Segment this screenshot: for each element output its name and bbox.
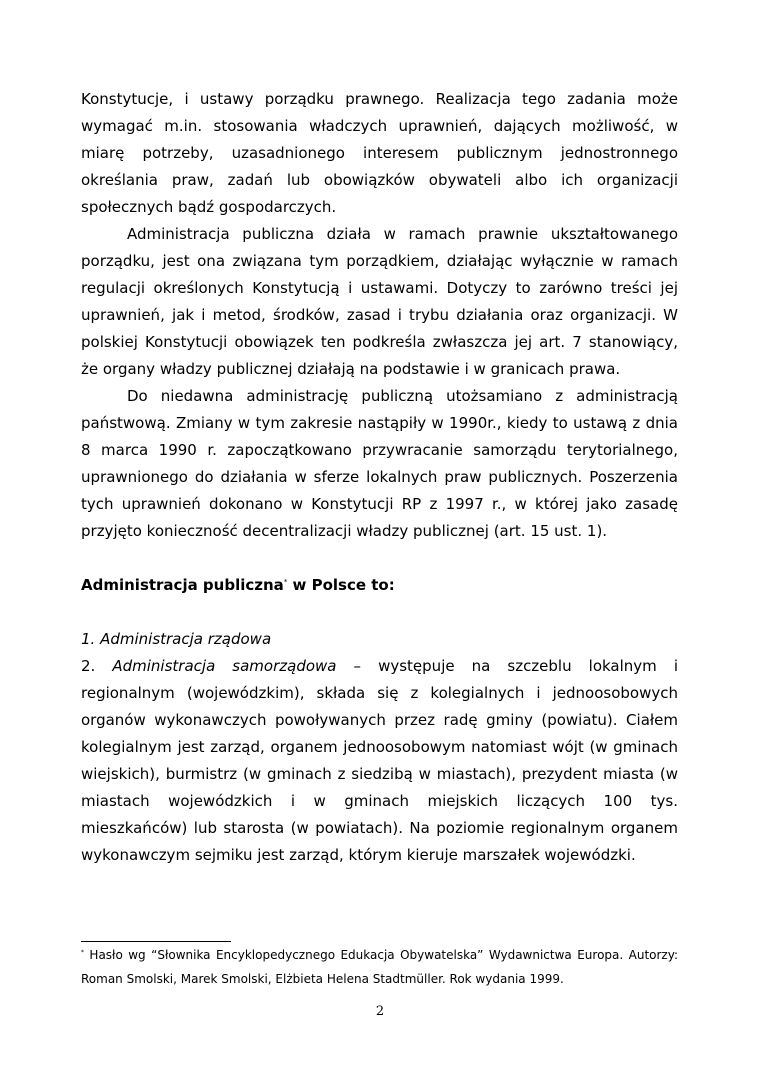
paragraph-3: Do niedawna administrację publiczną utożsamiano z administracją państwową. Zmiany w tym zakresie nastąpiły w 1990r., kiedy to ustawą z dnia 8 marca 1990 r. zapoczątkowano przywracanie samorządu terytorialnego, uprawnionego do działania w sferze lokalnych praw publicznych. Poszerzenia tych uprawnień dokonano w Konstytucji RP z 1997 r., w której jako zasadę przyjęto konieczność decentralizacji władzy publicznej (art. 15 ust. 1). — [81, 387, 678, 540]
footnote-text: Hasło wg “Słownika Encyklopedycznego Edukacja Obywatelska” Wydawnictwa Europa. Autorzy: Roman Smolski, Marek Smolski, Elżbieta Helena Stadtmüller. Rok wydania 1999. — [81, 948, 678, 986]
list-item-2 — [81, 653, 678, 869]
heading-text: Administracja publiczna — [81, 576, 284, 594]
list-item-1: 1. Administracja rządowa — [81, 630, 272, 648]
list-item-2-term: Administracja samorządowa — [112, 657, 337, 675]
footnote-marker: * — [81, 949, 84, 956]
footnote-separator — [81, 941, 231, 942]
footnote-reference: * — [283, 578, 288, 586]
footnote — [81, 943, 678, 991]
page-number: 2 — [375, 1004, 385, 1019]
paragraph-2: Administracja publiczna działa w ramach prawnie ukształtowanego porządku, jest ona związana tym porządkiem, działając wyłącznie w ramach regulacji określonych Konstytucją i ustawami. Dotyczy to zarówno treści jej uprawnień, jak i metod, środków, zasad i trybu działania oraz organizacji. W polskiej Konstytucji obowiązek ten podkreśla zwłaszcza jej art. 7 stanowiący, że organy władzy publicznej działają na podstawie i w granicach prawa. — [81, 225, 678, 378]
section-heading — [81, 572, 678, 599]
heading-suffix: w Polsce to: — [287, 576, 395, 594]
document-body — [81, 86, 678, 869]
paragraph-1: Konstytucje, i ustawy porządku prawnego. Realizacja tego zadania może wymagać m.in. stosowania władczych uprawnień, dających możliwość, w miarę potrzeby, uzasadnionego interesem publicznym jednostronnego określania praw, zadań lub obowiązków obywateli albo ich organizacji społecznych bądź gospodarczych. — [81, 90, 678, 216]
list-item-2-number: 2. — [81, 657, 113, 675]
list-item-2-text: – występuje na szczeblu lokalnym i regionalnym (wojewódzkim), składa się z kolegialnych i jednoosobowych organów wykonawczych powoływanych przez radę gminy (powiatu). Ciałem kolegialnym jest zarząd, organem jednoosobowym natomiast wójt (w gminach wiejskich), burmistrz (w gminach z siedzibą w miastach), prezydent miasta (w miastach wojewódzkich i w gminach miejskich liczących 100 tys. mieszkańców) lub starosta (w powiatach). Na poziomie regionalnym organem wykonawczym sejmiku jest zarząd, którym kieruje marszałek wojewódzki. — [81, 657, 678, 864]
